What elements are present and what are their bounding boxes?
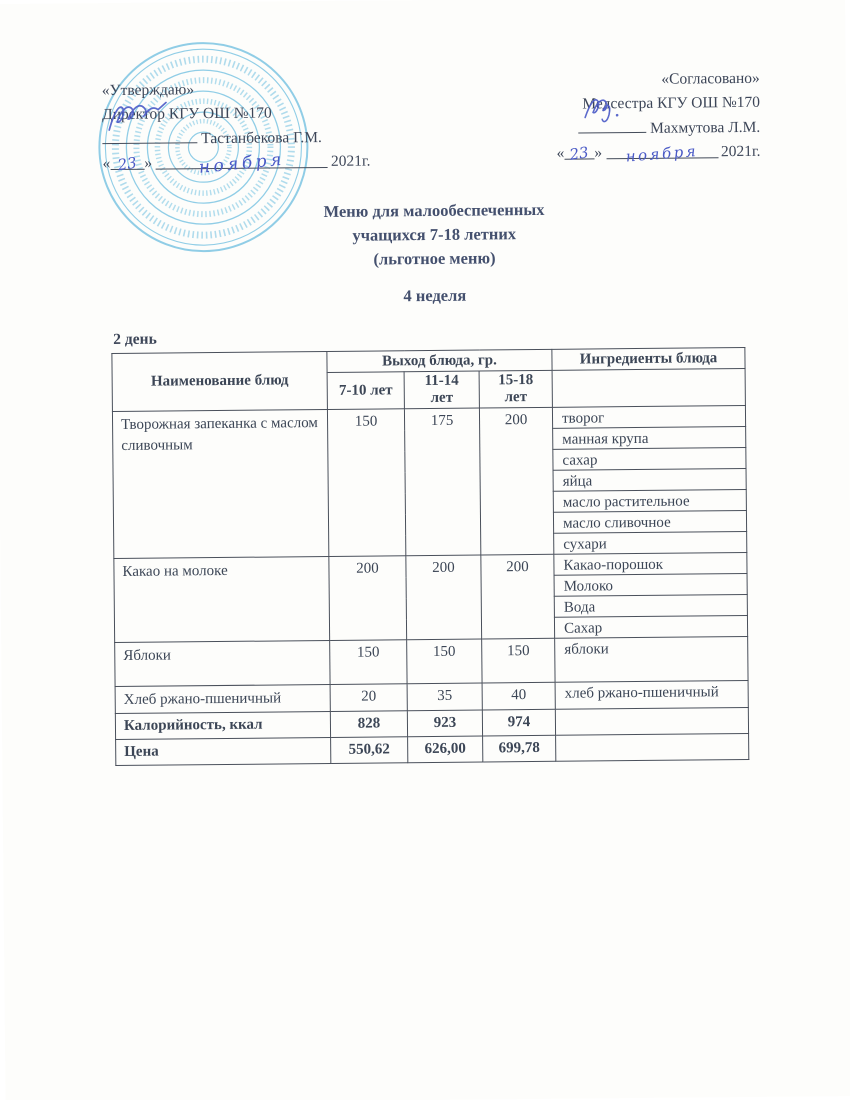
summary-label: Цена: [116, 737, 331, 765]
document-title: [323, 198, 545, 272]
portion-value: 150: [482, 638, 555, 683]
agree-signature-line: [556, 114, 760, 141]
summary-empty-cell: [556, 733, 749, 761]
agree-date-line: [557, 139, 761, 164]
ingredient: сахар: [553, 447, 746, 470]
date-month-blank: [156, 149, 328, 178]
ingredient: Молоко: [554, 573, 747, 596]
summary-value: 626,00: [408, 736, 483, 763]
portion-value: 200: [481, 554, 555, 639]
dish-name: Хлеб ржано-пшеничный: [115, 684, 330, 713]
handwritten-day: 23: [568, 142, 591, 164]
menu-table: [111, 347, 749, 766]
summary-value: 699,78: [483, 735, 556, 762]
ingredient: масло растительное: [553, 489, 746, 512]
agree-heading: «Согласовано»: [661, 69, 760, 88]
approve-signature-line: [102, 124, 370, 152]
ingredient: Вода: [554, 594, 747, 617]
quote-open: «: [102, 154, 111, 172]
agree-position: Медсестра КГУ ОШ №170: [582, 93, 761, 113]
ingredient: сухари: [554, 531, 747, 554]
quote-close: »: [144, 154, 153, 172]
portion-value: 40: [482, 682, 555, 710]
col-header-age-group: 11-14 лет: [404, 371, 479, 409]
signature-blank: [578, 115, 646, 134]
signature-blank: [102, 125, 197, 144]
portion-value: 175: [404, 408, 480, 556]
handwritten-month: ноября: [198, 149, 286, 178]
portion-value: 150: [330, 640, 407, 685]
summary-value: 923: [407, 710, 482, 737]
week-label: 4 неделя: [403, 285, 467, 306]
year-label: 2021г.: [330, 152, 371, 170]
quote-close: »: [594, 143, 603, 161]
portion-value: 200: [329, 556, 407, 641]
year-label: 2021г.: [720, 142, 761, 160]
approve-date-line: [102, 149, 371, 178]
dish-name: Творожная запеканка с маслом сливочным: [112, 409, 328, 558]
summary-label: Калорийность, ккал: [115, 711, 330, 739]
nurse-name: Махмутова Л.М.: [649, 118, 761, 137]
portion-value: 200: [406, 555, 482, 640]
date-month-blank: [606, 140, 718, 166]
date-day-blank: [564, 141, 594, 164]
summary-value: 974: [482, 709, 555, 736]
ingredient: хлеб ржано-пшеничный: [555, 680, 748, 709]
director-name: Тастанбекова Г.М.: [201, 129, 322, 148]
col-header-dish-name: Наименование блюд: [112, 351, 328, 411]
quote-open: «: [556, 144, 565, 162]
portion-value: 150: [327, 409, 405, 557]
dish-name: Яблоки: [115, 640, 330, 686]
ingredient: манная крупа: [553, 426, 746, 449]
handwritten-month: ноября: [625, 141, 699, 166]
date-day-blank: [110, 151, 144, 174]
day-label: 2 день: [113, 330, 157, 349]
summary-value: 828: [330, 711, 407, 738]
title-line-1: Меню для малообеспеченных: [323, 199, 545, 222]
ingredient: Сахар: [554, 615, 747, 638]
dish-row: [115, 636, 748, 686]
title-line-3: (льготное меню): [373, 248, 496, 269]
col-header-ingredients-spacer: [552, 368, 745, 407]
portion-value: 20: [330, 684, 407, 712]
ingredient: Какао-порошок: [554, 552, 747, 575]
portion-value: 150: [407, 639, 482, 684]
agree-block: [556, 67, 761, 165]
ingredient: яйца: [553, 468, 746, 491]
handwritten-day: 23: [116, 153, 139, 174]
summary-empty-cell: [555, 707, 748, 735]
approve-block: [102, 77, 371, 176]
portion-value: 35: [407, 683, 482, 711]
approve-position: Директор КГУ ОШ №170: [102, 104, 272, 123]
ingredient: творог: [552, 405, 745, 428]
col-header-ingredients: Ингредиенты блюда: [552, 347, 745, 370]
title-line-2: учащихся 7-18 летних: [352, 224, 517, 245]
col-header-age-group: 7-10 лет: [327, 372, 404, 410]
col-header-output: Выход блюда, гр.: [327, 349, 552, 372]
dish-name: Какао на молоке: [114, 556, 330, 642]
ingredient: яблоки: [555, 636, 748, 682]
ingredient: масло сливочное: [553, 510, 746, 533]
summary-row: [116, 733, 749, 765]
col-header-age-group: 15-18 лет: [479, 370, 552, 408]
approve-heading: «Утверждаю»: [101, 81, 195, 100]
summary-value: 550,62: [331, 737, 408, 764]
portion-value: 200: [479, 407, 553, 555]
